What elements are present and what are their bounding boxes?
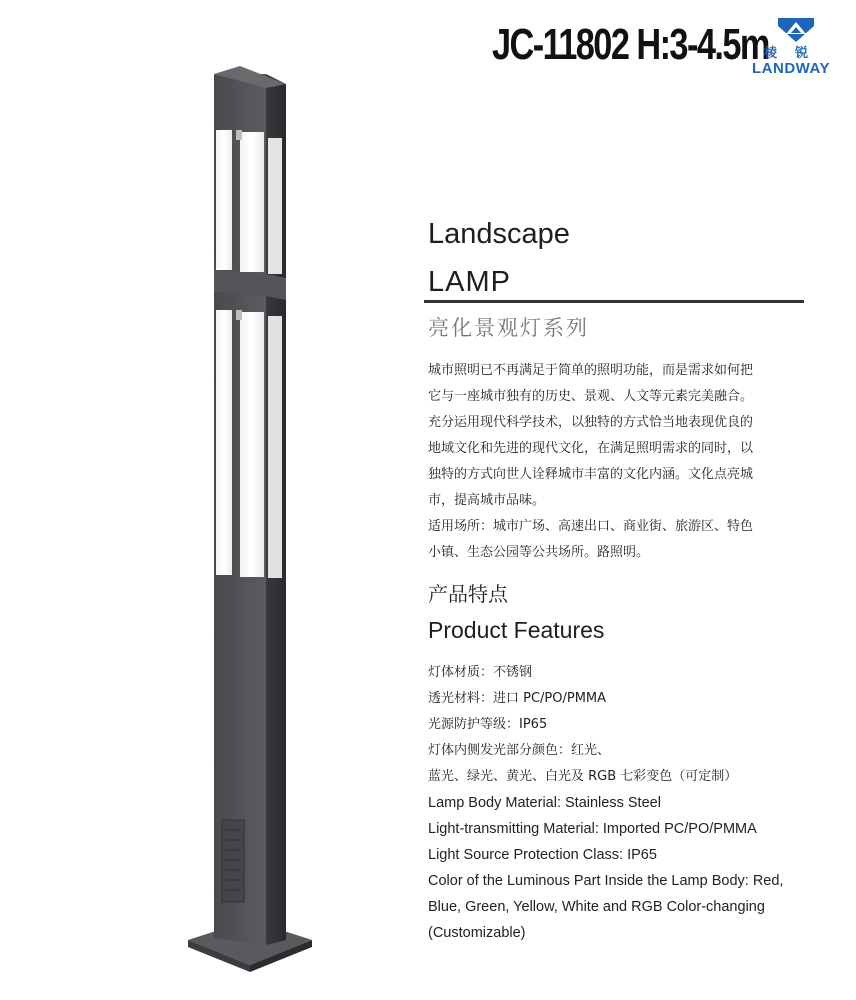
feature-line-cn: 灯体内侧发光部分颜色：红光、: [428, 743, 611, 758]
feature-line-en: Blue, Green, Yellow, White and RGB Color-changing: [428, 899, 765, 915]
feature-line-en: Light-transmitting Material: Imported PC/PO/PMMA: [428, 821, 757, 837]
feature-line-cn: 蓝光、绿光、黄光、白光及 RGB 七彩变色（可定制）: [428, 769, 738, 784]
logo-en-text: LANDWAY: [752, 60, 830, 77]
intro-line: 市，提高城市品味。: [428, 493, 546, 508]
title-lamp: LAMP: [428, 266, 511, 298]
feature-line-en: Color of the Luminous Part Inside the Lamp Body: Red,: [428, 873, 784, 889]
intro-line: 地域文化和先进的现代文化，在满足照明需求的同时，以: [428, 441, 754, 456]
lamp-post-image: [180, 60, 320, 980]
features-heading-en: Product Features: [428, 617, 605, 643]
intro-line: 独特的方式向世人诠释城市丰富的文化内涵。文化点亮城: [428, 467, 754, 482]
feature-line-en: Light Source Protection Class: IP65: [428, 847, 657, 863]
features-heading-cn: 产品特点: [428, 582, 508, 606]
feature-line-cn: 透光材料：进口 PC/PO/PMMA: [428, 691, 607, 706]
title-divider: [424, 300, 804, 303]
feature-line-en: Lamp Body Material: Stainless Steel: [428, 795, 661, 811]
feature-line-cn: 光源防护等级：IP65: [428, 717, 548, 732]
intro-paragraph: [428, 358, 818, 566]
title-landscape: Landscape: [428, 218, 570, 250]
intro-line: 小镇、生态公园等公共场所。路照明。: [428, 545, 650, 560]
intro-line: 适用场所：城市广场、高速出口、商业街、旅游区、特色: [428, 519, 754, 534]
model-title: JC-11802 H:3-4.5m: [492, 20, 769, 69]
feature-line-en: (Customizable): [428, 925, 526, 941]
features-list: [428, 660, 848, 946]
logo-cn-text: 棱锐: [764, 46, 827, 61]
landway-logo: [752, 14, 842, 78]
series-subtitle: 亮化景观灯系列: [428, 316, 589, 340]
feature-line-cn: 灯体材质：不锈钢: [428, 665, 533, 680]
intro-line: 充分运用现代科学技术，以独特的方式恰当地表现优良的: [428, 415, 754, 430]
intro-line: 它与一座城市独有的历史、景观、人文等元素完美融合。: [428, 389, 754, 404]
logo-triangle-icon: [776, 16, 816, 44]
intro-line: 城市照明已不再满足于简单的照明功能，而是需求如何把: [428, 363, 754, 378]
